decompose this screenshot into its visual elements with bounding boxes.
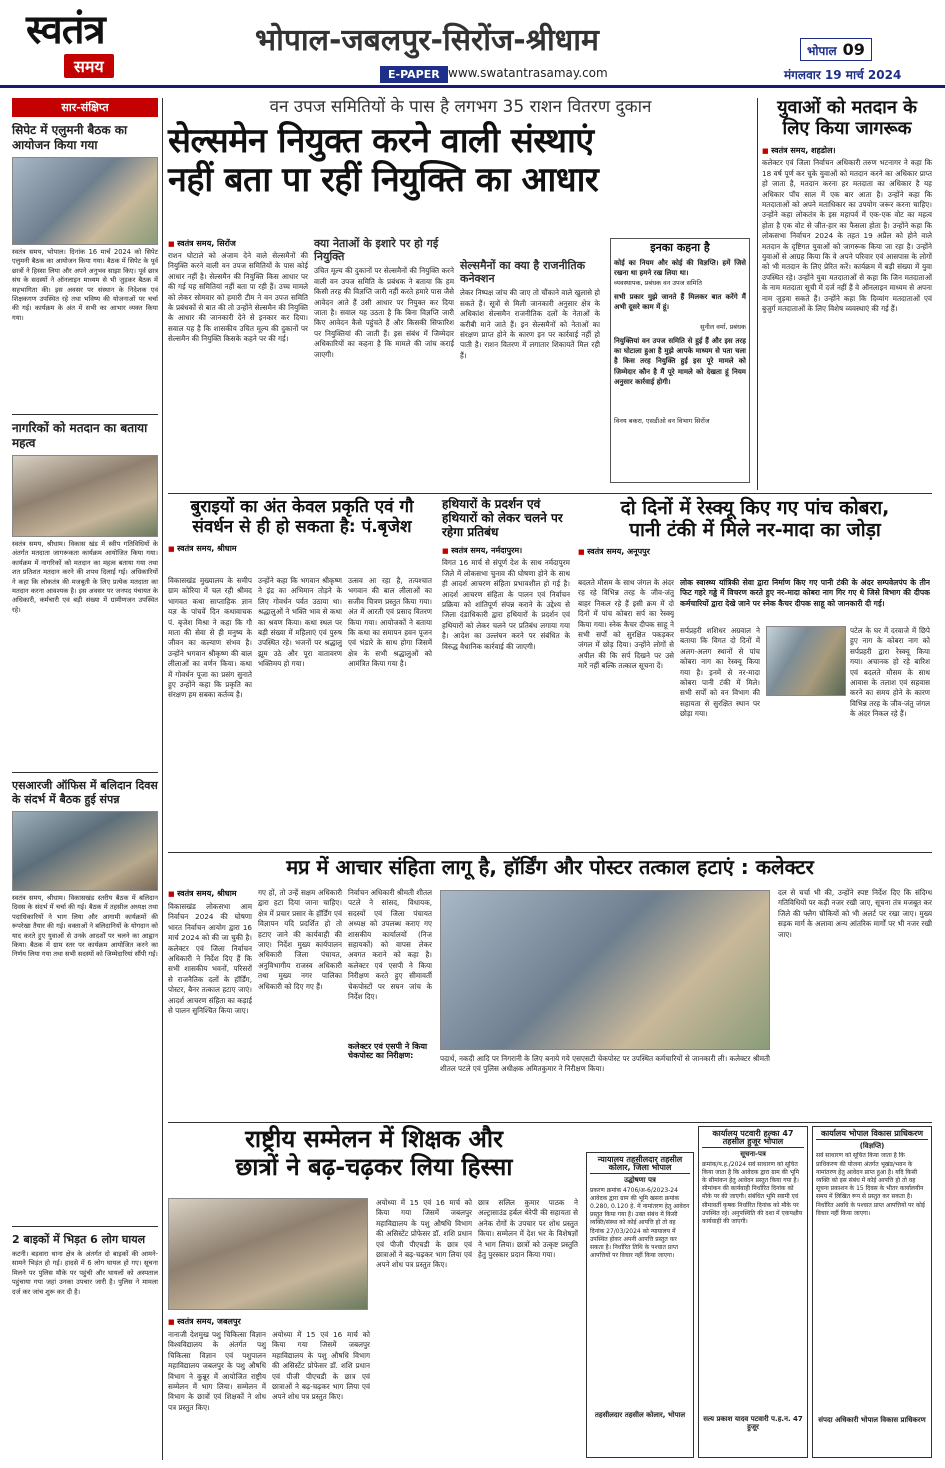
lead-story [168,98,753,490]
byline: ■ स्वतंत्र समय, श्रीधाम [168,543,436,554]
article-text: कलेक्टर एवं जिला निर्वाचन अधिकारी तरुण भटनागर ने कहा कि 18 वर्ष पूर्ण कर चुके युवाओं को मतदान करने का अधिकार प्राप्त हो जाता है, मतदान करना हर मतदाता का अधिकार है यह अधिकार पाँच साल में एक बार आता है। उन्होंने कहा कि मतदाताओं को अपने मताधिकार का उपयोग जरूर करना चाहिए। उन्होंने कहा लोकतंत्र के इस महापर्व में एक-एक वोट का महत्व होता है एक वोट से जीत-हार का फैसला होता है। उन्होंने कहा कि लोकसभा निर्वाचन 2024 के तहत 19 अप्रैल को होने वाले मतदान के दृष्टिगत युवाओं को जागरूक किया जा रहा है। उन्होंने युवाओं से आग्रह किया कि वे अपने परिवार एवं आसपास के लोगों को भी मतदान के लिए प्रेरित करें। कार्यक्रम में बड़ी संख्या में युवा उपस्थित रहे। उन्होंने युवा मतदाताओं से कहा कि जिन मतदाताओं के नाम मतदाता सूची में दर्ज नहीं हैं वे ऑनलाइन माध्यम से अपना नाम जुड़वा सकते हैं। उन्होंने कहा कि दिव्यांग मतदाताओं एवं बुजुर्ग मतदाताओं के लिए विशेष व्यवस्थाएं की गई हैं। [762,158,932,314]
brief-headline: एसआरजी ऑफिस में बलिदान दिवस के संदर्भ में बैठक हुई संपन्न [12,779,158,806]
quote-author: व्यवस्थापक, प्रबंधक वन उपज समिति [614,278,702,287]
lead-col [168,238,308,488]
conference-photo [168,1198,368,1310]
article-text: विकासखंड लोकसभा आम निर्वाचन 2024 की घोषणा भारत निर्वाचन आयोग द्वारा 16 मार्च 2024 को की जा चुकी है। कलेक्टर एवं जिला निर्वाचन अधिकारी ने निर्देश दिए हैं कि सभी शासकीय भवनों, परिसरों से राजनैतिक दलों के हॉर्डिंग, पोस्टर, बैनर तत्काल हटाए जाएं। आदर्श आचरण संहिता का कड़ाई से पालन सुनिश्चित किया जाए। [168,902,252,1016]
byline: ■ स्वतंत्र समय, नर्मदापुरम। [442,545,570,556]
article-text: दल से चर्चा भी की, उन्होंने स्पष्ट निर्देश दिए कि संदिग्ध गतिविधियों पर कड़ी नजर रखी जाए, सूचना तंत्र मजबूत कर जिले की फ्लैग चौकियों को भी अलर्ट पर रखा जाए। मुख्य सड़क मार्ग के अलावा अन्य आंतरिक मार्गों पर भी नजर रखी जाए। [778,888,932,939]
quote-text: कोई का नियम और कोई की विज्ञप्ति। हमें जिसे रखना था हमने रख लिया था। [614,258,746,278]
lead-kicker: वन उपज समितियों के पास है लगभग 35 राशन वितरण दुकान [269,97,652,117]
lead-headline: सेल्समेन नियुक्त करने वाली संस्थाएं [168,120,594,161]
headline: बुराइयों का अंत केवल प्रकृति एवं गौ संवर्धन से ही हो सकता है: पं.बृजेश [190,497,414,537]
article-text: नानाजी देशमुख पशु चिकित्सा विज्ञान विश्वविद्यालय के अंतर्गत पशु चिकित्सा विज्ञान एवं पशुपालन महाविद्यालय जबलपुर के पशु औषधि विभाग ने कुन्नूर में आयोजित राष्ट्रीय सम्मेलन में भाग लिया। सम्मेलन में विभाग के छात्रों एवं शिक्षकों ने शोध पत्र प्रस्तुत किए। [168,1330,266,1412]
notice-title: कार्यालय भोपाल विकास प्राधिकरण [816,1130,928,1140]
brief-body: स्वतंत्र समय, श्रीधाम। विकास खंड में स्वीप गतिविधियों के अंतर्गत मतदाता जागरूकता कार्यक्रम आयोजित किया गया। कार्यक्रम में नागरिकों को मतदान का महत्व बताया गया तथा शत प्रतिशत मतदान करने की शपथ दिलाई गई। अधिकारियों ने कहा कि लोकतंत्र की मजबूती के लिए प्रत्येक मतदाता का मतदान करना आवश्यक है। इस अवसर पर जनपद पंचायत के अधिकारी, कर्मचारी एवं बड़ी संख्या में ग्रामीणजन उपस्थित रहे। [12,540,158,614]
byline: ■ स्वतंत्र समय, अनूपपुर [578,546,932,557]
quote-author: सुनील वर्मा, प्रबंधक [700,322,746,331]
brief-body: स्वतंत्र समय, भोपाल। दिनांक 16 मार्च 2024 को सिपेट एलुमनी बैठक का आयोजन किया गया। बैठक में सिपेट के पूर्व छात्रों ने हिस्सा लिया और अपने अनुभव साझा किए। पूर्व छात्र संघ के सदस्यों ने ऑनलाइन माध्यम से भी जुड़कर बैठक में सहभागिता की। इस अवसर पर संस्थान के निदेशक एवं शिक्षकगण उपस्थित रहे तथा भविष्य की योजनाओं पर चर्चा की गई। कार्यक्रम के अंत में सभी का आभार व्यक्त किया गया। [12,248,158,322]
notice-signature: सत्य प्रकाश यादव पटवारी प.ह.न. 47 हुजूर [703,1414,803,1431]
notice-body: क्रमांक/प.ह./2024 सर्व साधारण को सूचित किया जाता है कि आवेदक द्वारा ग्राम की भूमि के सीमांकन हेतु आवेदन प्रस्तुत किया गया है। सीमांकन की कार्यवाही निर्धारित दिनांक को मौके पर की जाएगी। संबंधित भूमि स्वामी एवं सीमावर्ती कृषक निर्धारित दिनांक को मौके पर उपस्थित रहें। अनुपस्थिति की दशा में एकपक्षीय कार्यवाही की जाएगी। [702,1160,803,1226]
headline: छात्रों ने बढ़-चढ़कर लिया हिस्सा [235,1152,513,1181]
article-text: विकासखंड मुख्यालय के समीप ग्राम कोरिया में चल रही श्रीमद भागवत कथा साप्ताहिक ज्ञान यज्ञ के पांचवें दिन कथावाचक पं. बृजेश मिश्रा ने कहा कि गौ माता की सेवा से ही मनुष्य के जीवन का कल्याण संभव है। उन्होंने भगवान श्रीकृष्ण की बाल लीलाओं का वर्णन किया। कथा में गोवर्धन पूजा का प्रसंग सुनाते हुए उन्होंने कहा कि प्रकृति का संरक्षण हम सबका कर्तव्य है। [168,576,252,700]
subheading: कलेक्टर एवं एसपी ने किया चेकपोस्ट का निरीक्षण: [348,1042,428,1061]
brief-photo [12,811,158,891]
byline: ■ स्वतंत्र समय, श्रीधाम [168,888,237,899]
lead-col [314,238,454,488]
legal-notice [812,1126,932,1458]
notice-signature: तहसीलदार तहसील कोलार, भोपाल [594,1410,686,1419]
brief-headline: नागरिकों को मतदान का बताया महत्व [12,421,148,450]
issue-date: मंगलवार 19 मार्च 2024 [784,68,902,82]
byline: ■ स्वतंत्र समय, सिरोंज [168,238,308,249]
brief-body: कटनी। बड़वारा थाना क्षेत्र के अंतर्गत दो बाइकों की आमने-सामने भिड़ंत हो गई। हादसे में 6 लोग घायल हो गए। सूचना मिलने पर पुलिस मौके पर पहुंची और घायलों को अस्पताल पहुंचाया गया जहां उनका उपचार जारी है। पुलिस ने मामला दर्ज कर जांच शुरू कर दी है। [12,1250,158,1296]
article-text: गए हों, तो उन्हें सक्षम अधिकारी द्वारा हटा दिया जाना चाहिए। क्षेत्र में प्रचार प्रसार के हॉर्डिंग एवं विज्ञापन यदि प्रदर्शित हो तो हटाए जाने की कार्यवाही की जाए। निर्देश मुख्य कार्यपालन अधिकारी जिला पंचायत, अनुविभागीय राजस्व अधिकारी तथा मुख्य नगर पालिका अधिकारी को दिए गए हैं। [258,888,342,991]
page-number-box [800,38,872,61]
newspaper-logo [26,8,166,80]
brief-headline: सिपेट में एलुमनी बैठक का आयोजन किया गया [12,123,128,152]
article-lead: लोक स्वास्थ्य यांत्रिकी सेवा द्वारा निर्माण किए गए पानी टंकी के अंदर सम्पवेलपंप के तीन फिट गहरे गड्ढे में विचरण करते हुए नर-मादा कोबरा नाग गिर गए थे जिसे विभाग की दीपक कर्मचारियों द्वारा देखे जाने पर स्नेक कैचर दीपक साहू को जानकारी दी गई। [680,578,930,608]
city-label: भोपाल [807,44,837,58]
notice-subtitle: (विज्ञप्ति) [859,1142,885,1151]
lead-col [460,238,600,488]
headline: हथियारों के प्रदर्शन एवं हथियारों को लेकर चलने पर रहेगा प्रतिबंध [442,497,563,539]
page-number: 09 [842,40,865,59]
article-text: पटेल के घर में दरवाजे में छिपे हुए नाग के कोबरा नाग को सर्पप्रहरी द्वारा रेस्क्यू किया गया। अचानक हो रहे बारिश एवं बदलते मौसम के साथ आवास के तलाश एवं सहवास करने का समय होने के कारण विभिन्न तरह के जीव-जंतु जंगल के अंदर निकल रहे हैं। [850,626,930,719]
quote-text: सभी प्रकार मुझे जानते हैं मिलकर बात करेंगे मैं अभी दूसरे काम में हूं। [614,292,746,312]
article-text: विगत 16 मार्च से संपूर्ण देश के साथ नर्मदापुरम जिले में लोकसभा चुनाव की घोषणा होने के साथ ही आदर्श आचरण संहिता प्रभावशील हो गई है। आदर्श आचरण संहिता के पालन एवं निर्वाचन प्रक्रिया को शांतिपूर्ण संपन्न कराने के उद्देश्य से जिला दंडाधिकारी द्वारा हथियारों के प्रदर्शन एवं हथियारों को लेकर चलने पर प्रतिबंध लगाया गया है। आदेश का उल्लंघन करने पर संबंधित के विरुद्ध वैधानिक कार्रवाई की जाएगी। [442,558,570,651]
checkpost-photo [440,890,770,1050]
sidebar-briefs [12,98,158,1460]
notice-body: प्रकरण क्रमांक 4706/अ-6/2023-24 आवेदक द्वारा ग्राम की भूमि खसरा क्रमांक 0.280, 0.120 हे. में नामांतरण हेतु आवेदन प्रस्तुत किया गया है। उक्त संबंध में किसी व्यक्ति/संस्था को कोई आपत्ति हो तो वह दिनांक 27/03/2024 को न्यायालय में उपस्थित होकर अपनी आपत्ति प्रस्तुत कर सकता है। निर्धारित तिथि के पश्चात प्राप्त आपत्तियों पर विचार नहीं किया जाएगा। [590,1186,690,1260]
article-text: उन्होंने कहा कि भगवान श्रीकृष्ण ने इंद्र का अभिमान तोड़ने के लिए गोवर्धन पर्वत उठाया था। श्रद्धालुओं ने भक्ति भाव से कथा का श्रवण किया। कथा स्थल पर बड़ी संख्या में महिलाएं एवं पुरुष उपस्थित रहे। भजनों पर श्रद्धालु झूम उठे और पूरा वातावरण भक्तिमय हो गया। [258,576,342,669]
legal-notice [586,1152,694,1458]
logo-subtext: समय [64,54,114,78]
notice-signature: संपदा अधिकारी भोपाल विकास प्राधिकरण [818,1416,926,1425]
article-text: उत्सव आ रहा है, तत्पश्चात भगवान की बाल लीलाओं का सजीव चित्रण प्रस्तुत किया गया। अंत में आरती एवं प्रसाद वितरण किया गया। आयोजकों ने बताया कि कथा का समापन हवन पूजन एवं भंडारे के साथ होगा जिसमें क्षेत्र के सभी श्रद्धालुओं को आमंत्रित किया गया है। [348,576,432,669]
brief-photo [12,455,158,537]
headline: पानी टंकी में मिले नर-मादा का जोड़ा [629,518,881,541]
article-text: छात्र सलिल कुमार पाठक ने अल्ट्रासाउंड हर्बल थेरेपी की सहायता से अनेक रोगों के उपचार पर शोध प्रस्तुत किया। सम्मेलन में देश भर के विशेषज्ञों ने भाग लिया। छात्रों को उत्कृष्ट प्रस्तुति हेतु पुरस्कार प्रदान किया गया। [478,1198,578,1260]
story-conference [168,1126,580,1460]
quote-text: नियुक्तियां वन उपज समिति से हुई हैं और इस तरह का घोटाला हुआ है मुझे आपके माध्यम से पता चला है किस तरह नियुक्ति हुई इस पूरे मामले को जिम्मेदार कौन है मैं पूरे मामले को देखता हूं नियम अनुसार कार्रवाई होगी। [614,336,746,387]
lead-headline: नहीं बता पा रहीं नियुक्ति का आधार [168,159,599,200]
notice-subtitle: सूचना-पत्र [740,1150,766,1159]
headline: दो दिनों में रेस्क्यू किए गए पांच कोबरा, [620,497,890,519]
section-tag: सार-संक्षिप्त [12,98,158,117]
masthead [0,0,945,88]
right-story [762,98,932,490]
byline: ■ स्वतंत्र समय, शहडोल। [762,145,932,156]
brief-body: स्वतंत्र समय, श्रीधाम। विकासखंड स्तरीय बैठक में बलिदान दिवस के संदर्भ में चर्चा की गई। बैठक में तहसील अध्यक्ष तथा पदाधिकारियों ने भाग लिया और आगामी कार्यक्रमों की रूपरेखा तैयार की गई। वक्ताओं ने बलिदानियों के योगदान को याद करते हुए युवाओं से उनके आदर्शों पर चलने का आह्वान किया। बैठक में ग्राम स्तर पर कार्यक्रम आयोजित करने का निर्णय लिया गया तथा सभी सदस्यों को जिम्मेदारियां सौंपी गईं। [12,894,158,959]
article-text: राशन घोटाले को अंजाम देने वाले सेल्समैनों की नियुक्ति करने वाली वन उपज समितियों के पास कोई आधार नहीं है। सेल्समैन की नियुक्ति किस आधार पर की गई यह समितियां नहीं बता पा रही हैं। उच्च मामले को लेकर सोमवार को हमारी टीम ने वन उपज समिति के प्रबंधकों से बात की तो उन्होंने सेल्समैन की नियुक्ति के आधार की जानकारी देने से इनकार कर दिया। सवाल यह है कि शासकीय उचित मूल्य की दुकानों पर सेल्समैन की नियुक्ति किसके कहने पर की गई। [168,251,308,344]
subheading: क्या नेताओं के इशारे पर हो गई नियुक्ति [314,237,439,263]
logo-text: स्वतंत्र [26,6,105,53]
brief-photo [12,157,158,245]
snake-photo [766,626,846,696]
article-text: बदलते मौसम के साथ जंगल के अंदर रह रहे विभिन्न तरह के जीव-जंतु बाहर निकल रहे हैं इसी क्रम में दो दिनों में पांच कोबरा सर्प का रेस्क्यू किया गया। स्नेक कैचर दीपक साहू ने सभी सर्पों को सुरक्षित पकड़कर जंगल में छोड़ दिया। उन्होंने लोगों से अपील की कि सर्प दिखने पर उसे मारें नहीं बल्कि तत्काल सूचना दें। [578,578,674,671]
subheading: सेल्समैनों का क्या है राजनीतिक कनेक्शन [460,259,586,285]
quote-box [610,238,750,483]
notice-subtitle: उद्घोषणा पत्र [624,1176,656,1185]
article-text: अयोध्या में 15 एवं 16 मार्च को किया गया जिसमें जबलपुर महाविद्यालय के पशु औषधि विभाग की असिस्टेंट प्रोफेसर डॉ. शशि प्रधान एवं पीजी पीएचडी के छात्र एवं छात्राओं ने बढ़-चढ़कर भाग लिया एवं अपने शोध पत्र प्रस्तुत किए। [272,1330,370,1402]
article-text: निर्वाचन अधिकारी श्रीमती शीतल पटले ने सांसद, विधायक, सदस्यों एवं जिला पंचायत अध्यक्ष को उपलब्ध कराए गए शासकीय कार्यालयों (निज सहायकों) को वापस लेकर अवगत कराने को कहा है। कलेक्टर एवं एसपी ने किया निरीक्षण करते हुए सीमावर्ती चेकपोस्टों पर सघन जांच के निर्देश दिए। [348,888,432,1002]
notice-body: सर्व साधारण को सूचित किया जाता है कि प्राधिकरण की योजना अंतर्गत भूखंड/भवन के नामांतरण हेतु आवेदन प्राप्त हुआ है। यदि किसी व्यक्ति को इस संबंध में कोई आपत्ति हो तो वह सूचना प्रकाशन के 15 दिवस के भीतर कार्यालयीन समय में लिखित रूप से प्रस्तुत कर सकता है। निर्धारित अवधि के पश्चात प्राप्त आपत्तियों पर कोई विचार नहीं किया जाएगा। [816,1152,925,1217]
story-katha [168,498,436,848]
article-text: अयोध्या में 15 एवं 16 मार्च को किया गया जिसमें जबलपुर महाविद्यालय के पशु औषधि विभाग की असिस्टेंट प्रोफेसर डॉ. शशि प्रधान एवं पीजी पीएचडी के छात्र एवं छात्राओं ने बढ़-चढ़कर भाग लिया एवं अपने शोध पत्र प्रस्तुत किए। [376,1198,472,1270]
story-weapons [442,498,570,848]
edition-title: भोपाल-जबलपुर-सिरोंज-श्रीधाम [255,23,599,58]
legal-notice [698,1126,808,1458]
article-text: लेकर निष्पक्ष जांच की जाए तो चौंकाने वाले खुलासे हो सकते हैं। सूत्रों से मिली जानकारी अनुसार क्षेत्र के अधिकांश सेल्समैन राजनीतिक दलों के नेताओं के करीबी माने जाते हैं। इन सेल्समैनों को नेताओं का संरक्षण प्राप्त होने के कारण इन पर कार्रवाई नहीं हो पाती है। राशन वितरण में लगातार शिकायतें मिल रही हैं। [460,288,600,360]
quote-author: विनय बकरा, एसडीओ वन विभाग सिरोंज [614,416,710,425]
notice-title: न्यायालय तहसीलदार तहसील कोलार, जिला भोपाल [590,1156,690,1174]
headline: युवाओं को मतदान के लिए किया जागरूक [777,97,917,139]
headline: मप्र में आचार संहिता लागू है, हॉर्डिंग और पोस्टर तत्काल हटाएं : कलेक्टर [286,855,814,879]
epaper-badge: E-PAPER [380,66,448,83]
byline: ■ स्वतंत्र समय, जबलपुर [168,1316,241,1327]
quote-box-title: इनका कहना है [650,241,710,254]
article-text: सर्पप्रहरी शशिधर अग्रवाल ने बताया कि विगत दो दिनों में अलग-अलग स्थानों से पांच कोबरा नाग का रेस्क्यू किया गया है। इनमें से नर-मादा कोबरा पानी टंकी में मिले। सभी सर्पों को वन विभाग की सहायता से सुरक्षित स्थान पर छोड़ा गया। [680,626,760,719]
story-code-of-conduct [168,856,932,1118]
website-link[interactable]: www.swatantrasamay.com [448,66,608,80]
story-cobra [578,498,932,848]
article-text: उचित मूल्य की दुकानों पर सेल्समैनों की नियुक्ति करने वाली वन उपज समिति के प्रबंधक ने बताया कि हम किसी तरह की विज्ञप्ति जारी नहीं करते हमारे पास जैसे आवेदन आते हैं उसी आधार पर नियुक्त कर दिया जाता है। सवाल यह उठता है कि बिना विज्ञप्ति जारी किए आवेदन कैसे पहुंचते हैं और किसकी सिफारिश पर नियुक्तियां की जाती हैं। इस संबंध में जिम्मेदार अधिकारियों का कहना है कि मामले की जांच कराई जाएगी। [314,266,454,359]
notice-title: कार्यालय पटवारी हल्का 47 तहसील हुजूर भोपाल [702,1130,804,1148]
brief-headline: 2 बाइकों में भिड़त 6 लोग घायल [12,1233,146,1246]
photo-caption: पदार्थ, नकदी आदि पर निगरानी के लिए बनाये गये एसएसटी चेकपोस्ट पर उपस्थित कर्मचारियों से जानकारी ली। कलेक्टर श्रीमती शीतल पटले एवं पुलिस अधीक्षक अमितकुमार ने निरीक्षण किया। [440,1054,770,1074]
headline: राष्ट्रीय सम्मेलन में शिक्षक और [245,1125,503,1153]
